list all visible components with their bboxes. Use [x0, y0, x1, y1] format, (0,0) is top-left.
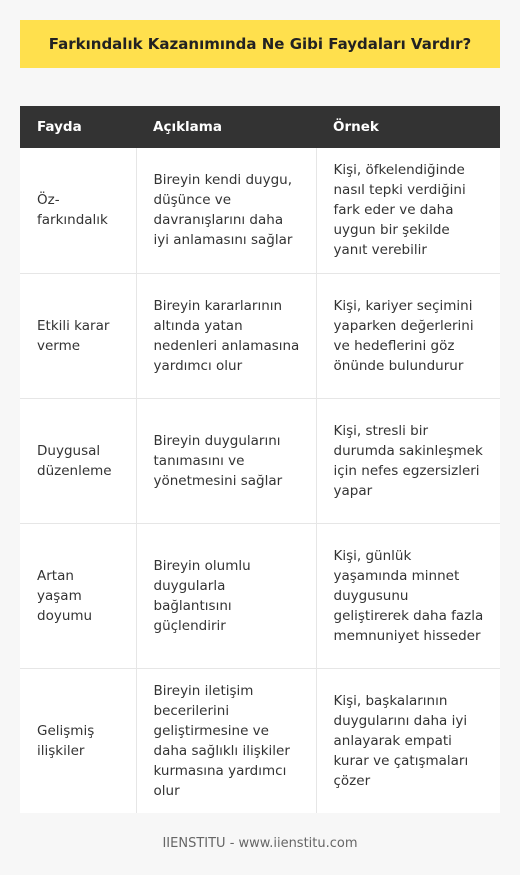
table-row — [20, 523, 500, 668]
cell-fayda: Etkili karar verme — [20, 273, 136, 398]
cell-aciklama: Bireyin olumlu duygularla bağlantısını güçlendirir — [136, 523, 316, 668]
cell-fayda: Öz-farkındalık — [20, 148, 136, 273]
page-title: Farkındalık Kazanımında Ne Gibi Faydaları Vardır? — [48, 35, 472, 53]
cell-ornek: Kişi, başkalarının duygularını daha iyi anlayarak empati kurar ve çatışmaları çözer — [316, 668, 500, 813]
cell-ornek: Kişi, günlük yaşamında minnet duygusunu geliştirerek daha fazla memnuniyet hisseder — [316, 523, 500, 668]
header-ornek: Örnek — [316, 106, 500, 148]
cell-fayda: Artan yaşam doyumu — [20, 523, 136, 668]
cell-ornek: Kişi, kariyer seçimini yaparken değerlerini ve hedeflerini göz önünde bulundurur — [316, 273, 500, 398]
table-row — [20, 273, 500, 398]
table-header-row — [20, 106, 500, 148]
cell-aciklama: Bireyin duygularını tanımasını ve yönetmesini sağlar — [136, 398, 316, 523]
table-row — [20, 668, 500, 813]
table-row — [20, 148, 500, 273]
cell-ornek: Kişi, öfkelendiğinde nasıl tepki verdiğini fark eder ve daha uygun bir şekilde yanıt verebilir — [316, 148, 500, 273]
cell-fayda: Duygusal düzenleme — [20, 398, 136, 523]
table-row — [20, 398, 500, 523]
cell-aciklama: Bireyin kendi duygu, düşünce ve davranışlarını daha iyi anlamasını sağlar — [136, 148, 316, 273]
footer-credit: IIENSTITU - www.iienstitu.com — [162, 836, 358, 851]
header-fayda: Fayda — [20, 106, 136, 148]
cell-aciklama: Bireyin kararlarının altında yatan nedenleri anlamasına yardımcı olur — [136, 273, 316, 398]
header-aciklama: Açıklama — [136, 106, 316, 148]
benefits-table — [20, 106, 500, 813]
cell-ornek: Kişi, stresli bir durumda sakinleşmek için nefes egzersizleri yapar — [316, 398, 500, 523]
cell-aciklama: Bireyin iletişim becerilerini geliştirmesine ve daha sağlıklı ilişkiler kurmasına yardımcı olur — [136, 668, 316, 813]
title-banner — [20, 20, 500, 68]
cell-fayda: Gelişmiş ilişkiler — [20, 668, 136, 813]
